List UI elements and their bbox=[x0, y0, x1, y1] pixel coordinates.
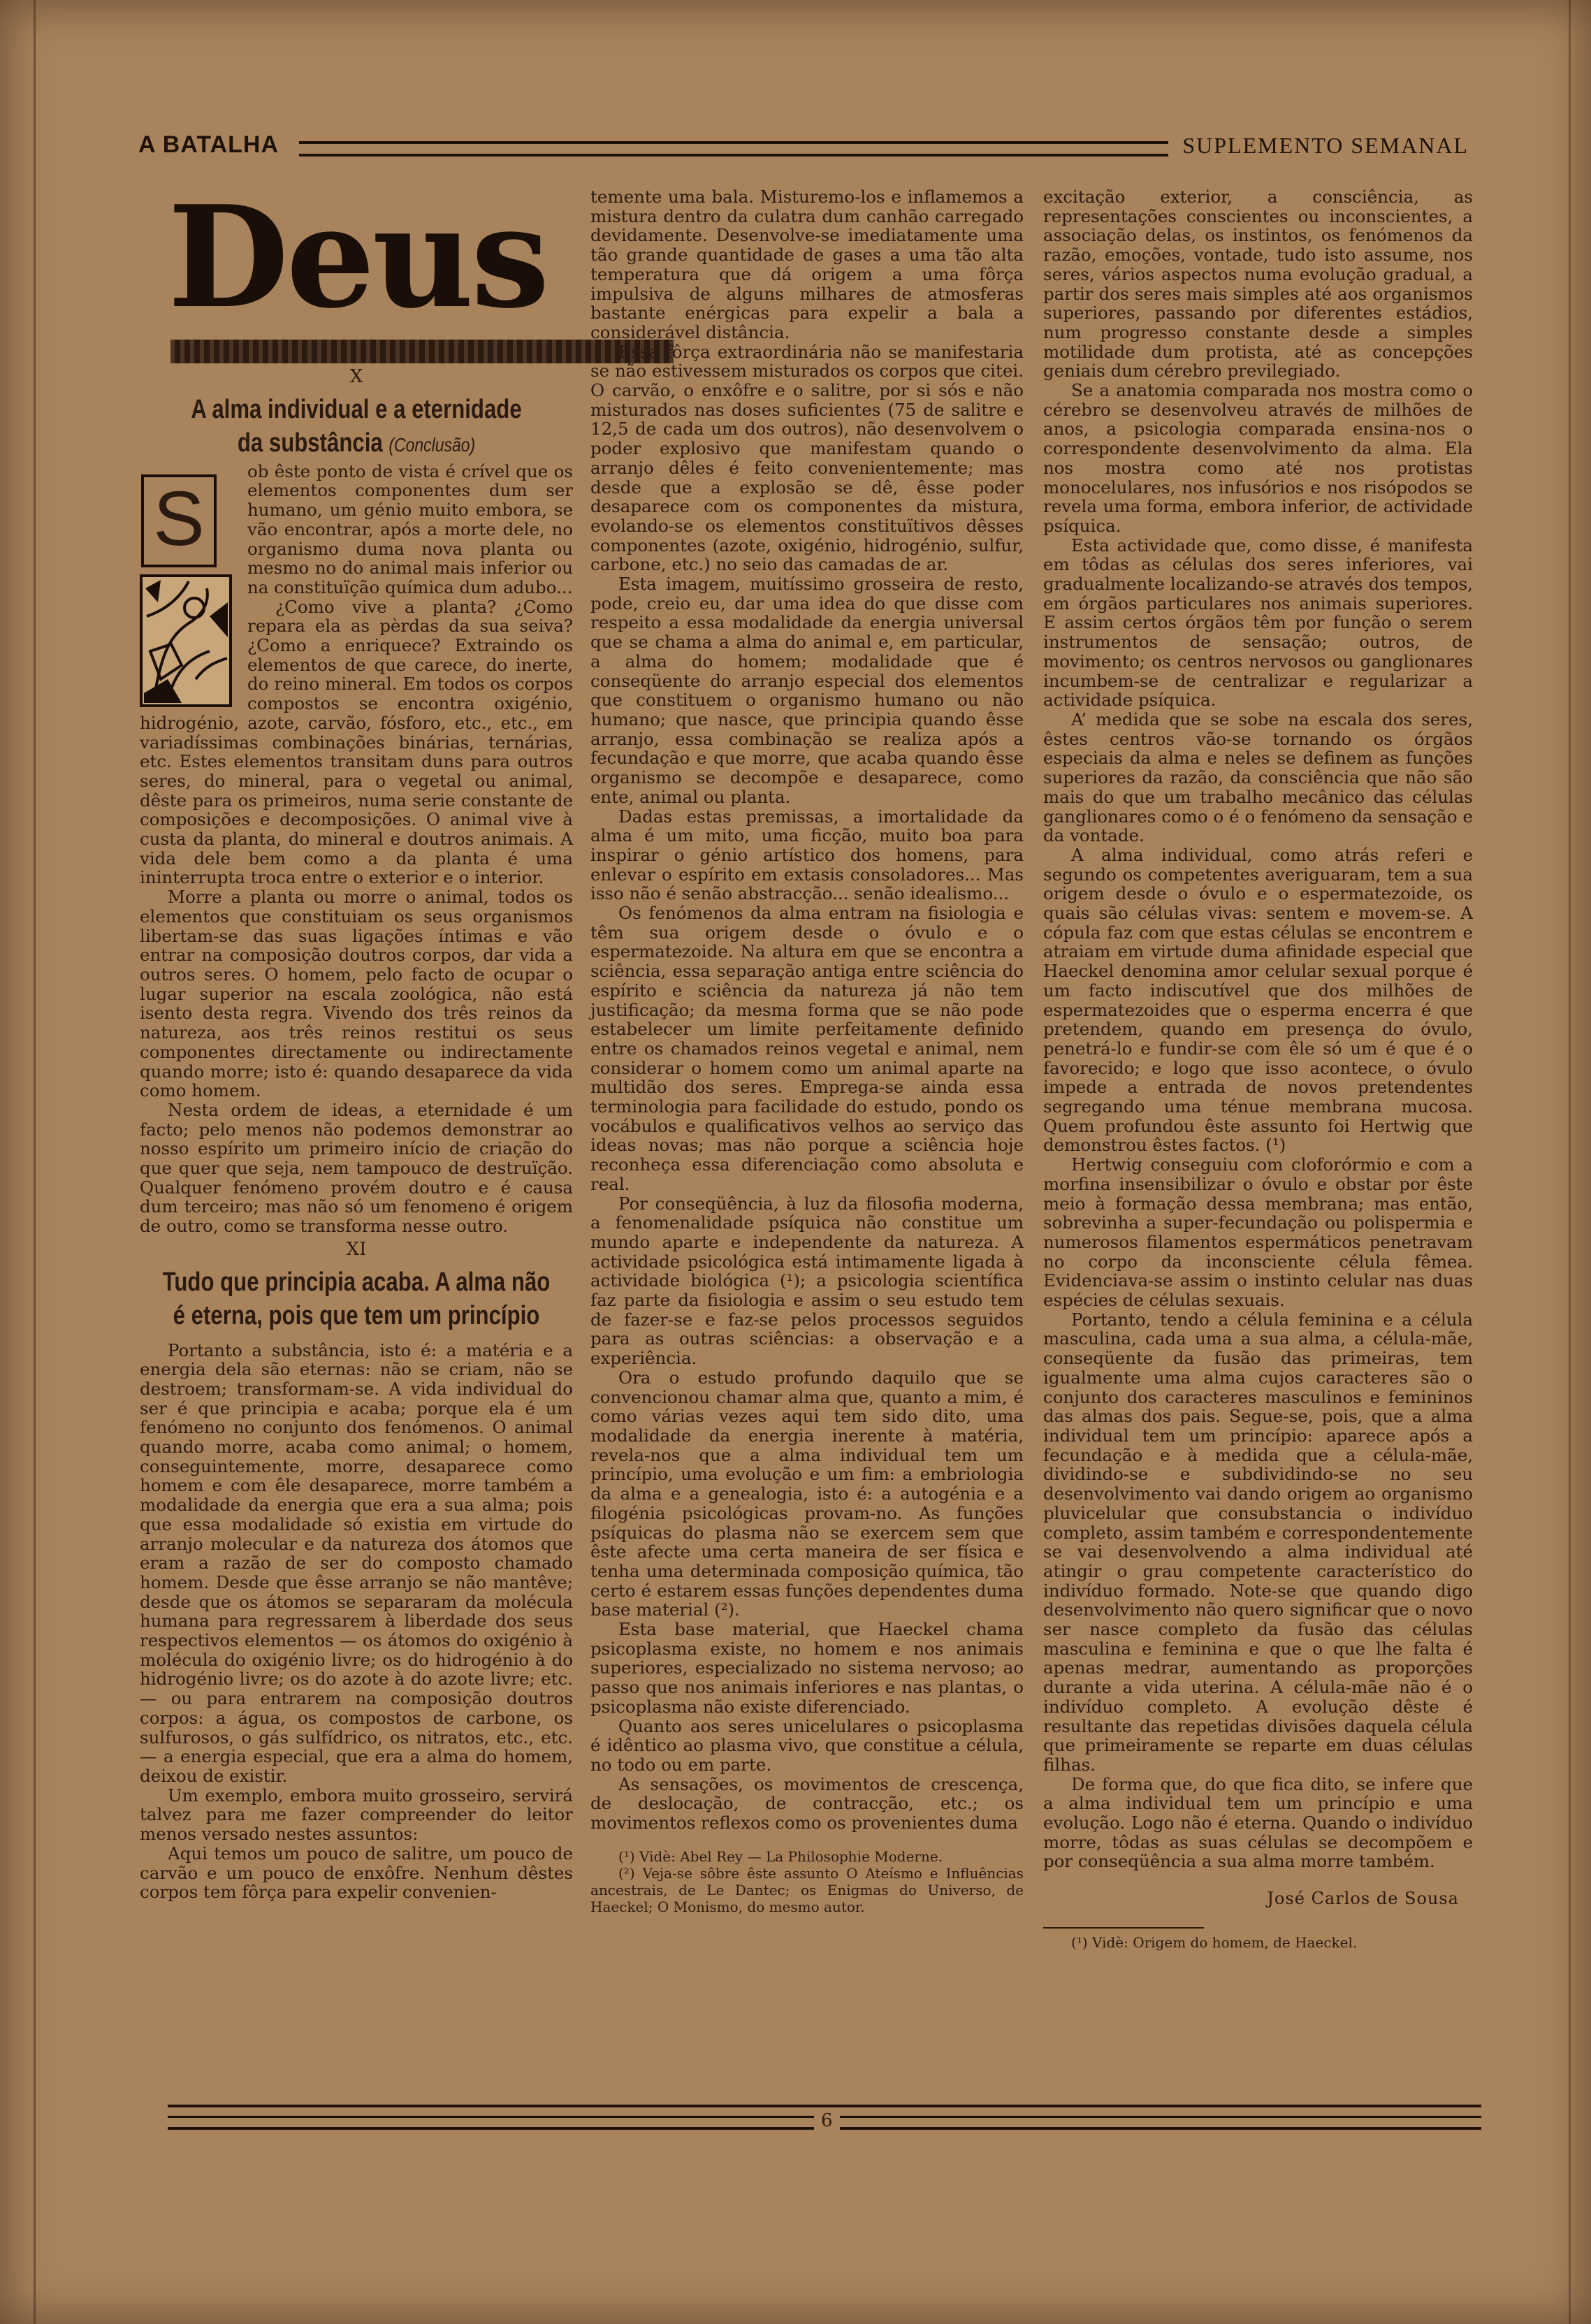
paragraph: Aqui temos um pouco de salitre, um pouco de carvão e um pouco de enxôfre. Nenhum dêstes corpos tem fôrça para expelir convenien- bbox=[140, 1843, 573, 1903]
footnote: (¹) Vidè: Abel Rey — La Philosophie Moderne. bbox=[618, 1847, 943, 1865]
footnote-rule bbox=[1043, 1927, 1204, 1929]
section-x-title-line2: da substância bbox=[237, 428, 383, 458]
newspaper-name: A BATALHA bbox=[138, 131, 279, 158]
column-2 bbox=[590, 187, 1024, 1915]
dropcap-block bbox=[140, 474, 238, 705]
footnotes bbox=[1043, 1934, 1473, 1951]
article-title: Deus bbox=[168, 175, 547, 340]
section-x-title-line1: A alma individual e a eternidade bbox=[191, 394, 522, 424]
paragraph: Morre a planta ou morre o animal, todos os elementos que constituiam os seus organismos libertam-se das suas ligações íntimas e vão entrar na composição doutros corpos, dar vida a outros seres. O homem, pelo facto de ocupar o lugar superior na escala zoológica, não está isento desta regra. Vivendo dos três reinos da natureza, aos três reinos restitui os seus componentes directamente ou indirectamente quando morre; isto é: quando desaparece da vida como homem. bbox=[140, 887, 573, 1101]
column-1 bbox=[140, 175, 573, 1903]
section-x-number: X bbox=[349, 366, 363, 387]
paragraph: Ora o estudo profundo daquilo que se convencionou chamar alma que, quanto a mim, é como várias vezes aqui tem sido dito, uma modalidade da energia inerente à matéria, revela-nos que a alma individual tem um princípio, uma evolução e um fim: a embriologia da alma e a genealogia, isto é: a autogénia e a filogénia psicológicas provam-no. As funções psíquicas do plasma não se exercem sem que êste afecte uma certa maneira de ser física e tenha uma determinada composição química, tão certo é estarem essas funções dependentes duma base material (²). bbox=[590, 1367, 1024, 1620]
paragraph: Esta actividade que, como disse, é manifesta em tôdas as células dos seres inferiores, vai gradualmente localizando-se através dos tempos, em órgãos particulares nos animais superiores. E assim certos órgãos têm por função o serem instrumentos de sensação; outros, de movimento; os centros nervosos ou ganglionares incumbem-se de centralizar e regularizar a actividade psíquica. bbox=[1043, 535, 1473, 711]
paragraph: Esta imagem, muitíssimo grosseira de resto, pode, creio eu, dar uma idea do que disse com respeito a essa modalidade da energia universal que se chama a alma do animal e, em particular, a alma do homem; modalidade que é conseqüente do arranjo especial dos elementos que constituem o organismo humano ou não humano; que nasce, que principia quando êsse arranjo, essa combinação se realiza após a fecundação e que morre, que acaba quando êsse organismo se decompõe e desaparece, como ente, animal ou planta. bbox=[590, 574, 1024, 807]
paragraph: Um exemplo, embora muito grosseiro, servirá talvez para me fazer compreender do leitor menos versado nestes assuntos: bbox=[140, 1785, 573, 1845]
paragraph: Quanto aos seres unicelulares o psicoplasma é idêntico ao plasma vivo, que constitue a célula, no todo ou em parte. bbox=[590, 1715, 1024, 1775]
footnotes bbox=[590, 1848, 1024, 1915]
footnote: (²) Veja-se sôbre êste assunto O Ateísmo e Influências ancestrais, de Le Dantec; os Enigmas do Universo, de Haeckel; O Monismo, do mesmo autor. bbox=[590, 1864, 1024, 1915]
supplement-label: SUPLEMENTO SEMANAL bbox=[1182, 133, 1469, 158]
paragraph: temente uma bala. Misturemo-los e inflamemos a mistura dentro da culatra dum canhão carregado devidamente. Desenvolve-se imediatamente uma tão grande quantidade de gases a uma tão alta temperatura que dá origem a uma fôrça impulsiva de alguns milhares de atmosferas bastante enérgicas para expelir a bala a considerável distância. bbox=[590, 187, 1024, 342]
paragraph: Esta base material, que Haeckel chama psicoplasma existe, no homem e nos animais superiores, especializado no sistema nervoso; ao passo que nos animais inferiores e nas plantas, o psicoplasma não existe diferenciado. bbox=[590, 1619, 1024, 1717]
paragraph: Portanto a substância, isto é: a matéria e a energia dela são eternas: não se criam, não se destroem; transformam-se. A vida individual do ser é que principia e acaba; porque ela é um fenómeno no conjunto dos fenómenos. O animal quando morre, acaba como animal; o homem, conseguintemente, morre, desaparece como homem e com êle desaparece, morre também a modalidade da energia que era a sua alma; pois que essa modalidade só existia em virtude do arranjo molecular e da natureza dos átomos que eram a razão de ser do composto chamado homem. Desde que êsse arranjo se não mantêve; desde que os átomos se separaram da molécula humana para regressarem à liberdade dos seus respectivos elementos — os átomos do oxigénio à molécula do oxigénio livre; os do hidrogénio à do hidrogénio livre; os do azote à do azote livre; etc. — ou para entrarem na composição doutros corpos: a água, os compostos de carbone, os sulfurosos, o gás sulfídrico, os nitratos, etc., etc. — a energia especial, que era a alma do homem, deixou de existir. bbox=[140, 1339, 573, 1786]
paper-fold-line-right bbox=[1569, 0, 1571, 2324]
paragraph: ob êste ponto de vista é crível que os elementos componentes dum ser humano, um génio muito embora, se vão encontrar, após a morte dele, no organismo duma nova planta ou mesmo no do animal mais inferior ou na constituïção química dum adubo... bbox=[247, 460, 573, 597]
column-3 bbox=[1043, 187, 1473, 1951]
paragraph: Se a anatomia comparada nos mostra como o cérebro se desenvolveu através de milhões de anos, a psicologia comparada ensina-nos o correspondente desenvolvimento da alma. Ela nos mostra como até nos protistas monocelulares, nos infusórios e nos risópodos se revela uma forma, embora inferior, de actividade psíquica. bbox=[1043, 380, 1473, 536]
section-xi-title bbox=[145, 1265, 569, 1332]
footer-rule-top bbox=[168, 2105, 1481, 2107]
dropcap-letter: S bbox=[141, 474, 217, 567]
section-xi-number: XI bbox=[346, 1238, 367, 1260]
paragraph: excitação exterior, a consciência, as representações conscientes ou inconscientes, a associação delas, os instintos, os fenómenos da razão, emoções, vontade, tudo isto assume, nos seres, vários aspectos numa evolução gradual, a partir dos seres mais simples até aos organismos superiores, passando por diferentes estádios, num progresso constante desde a simples motilidade dum protista, até as concepções geniais dum cérebro previlegiado. bbox=[1043, 187, 1473, 382]
paragraph: Nesta ordem de ideas, a eternidade é um facto; pelo menos não podemos demonstrar ao nosso espírito um primeiro início de criação do que quer que seja, nem tampouco de destruïção. Qualquer fenómeno provém doutro e é causa dum terceiro; mas não só um fenomeno é origem de outro, como se transforma nesse outro. bbox=[140, 1099, 573, 1237]
section-xi-title-line2: é eterna, pois que tem um princípio bbox=[173, 1300, 540, 1330]
paragraph: Hertwig conseguiu com cloforórmio e com a morfina insensibilizar o óvulo e obstar por êste meio à formação dessa membrana; mas então, sobrevinha a super-fecundação ou polispermia e numerosos filamentos espermáticos penetravam no corpo da inconsciente célula fêmea. Evidenciava-se assim o instinto celular nas duas espécies de células sexuais. bbox=[1043, 1154, 1473, 1311]
page-number: 6 bbox=[814, 2110, 840, 2131]
section-x-conclusion: (Conclusão) bbox=[388, 433, 476, 456]
paragraph: A alma individual, como atrás referi e segundo os competentes averiguaram, tem a sua origem desde o óvulo e o espermatezoide, os quais são células vivas: sentem e movem-se. A cópula faz com que estas células se encontrem e atraiam em virtude duma afinidade especial que Haeckel denomina amor celular sexual porque é um facto indiscutível que dos milhões de espermatezoides que o esperma encerra é que pretendem, quando em presença do óvulo, penetrá-lo e fundir-se com êle só um é que é o favorecido; e logo que isso acontece, o óvulo impede a entrada de novos pretendentes segregando uma ténue membrana mucosa. Quem profundou êste assunto foi Hertwig que demonstrou êstes factos. (¹) bbox=[1043, 844, 1473, 1156]
dropcap-illustration-icon bbox=[140, 574, 232, 707]
section-xi-title-line1: Tudo que principia acaba. A alma não bbox=[162, 1267, 551, 1297]
author-signature: José Carlos de Sousa bbox=[1267, 1889, 1459, 1909]
paragraph: De forma que, do que fica dito, se infere que a alma individual tem um princípio e uma evolução. Logo não é eterna. Quando o indivíduo morre, tôdas as suas células se decompõem e por conseqüência a sua alma morre também. bbox=[1043, 1773, 1473, 1872]
paragraph: Dadas estas premissas, a imortalidade da alma é um mito, uma ficção, muito boa para inspirar o génio artístico dos homens, para enlevar o espírito em extasis consoladores... Mas isso não é senão abstracção... senão idealismo... bbox=[590, 806, 1024, 904]
paragraph: Essa fôrça extraordinária não se manifestaria se não estivessem misturados os corpos que citei. O carvão, o enxôfre e o salitre, por si sós e não misturados nas doses suficientes (75 de salitre e 12,5 de cada um dos outros), não desenvolvem o poder explosivo que manifestam quando o arranjo dêles é feito convenientemente; mas desde que a explosão se dê, êsse poder desaparece com os componentes da mistura, evolando-se os elementos constituïtivos dêsses componentes (azote, oxigénio, hidrogénio, sulfur, carbone, etc.) no seio das camadas de ar. bbox=[590, 341, 1024, 575]
section-x-title bbox=[145, 393, 569, 462]
paragraph: As sensações, os movimentos de crescença, de deslocação, de contracção, etc.; os movimentos reflexos como os provenientes duma bbox=[590, 1773, 1024, 1833]
section-x-title-line2-wrap bbox=[145, 426, 569, 462]
paragraph: A’ medida que se sobe na escala dos seres, êstes centros vão-se tornando os órgãos especiais da alma e neles se definem as funções superiores da razão, da consciência que não são mais do que um trabalho mecânico das células ganglionares como o é o fenómeno da sensação e da vontade. bbox=[1043, 709, 1473, 846]
header-rule bbox=[299, 141, 1168, 157]
paper-fold-line bbox=[34, 0, 36, 2324]
paragraph: Por conseqüência, à luz da filosofia moderna, a fenomenalidade psíquica não constitue um mundo aparte e independente da natureza. A actividade psicológica está intimamente ligada à actividade biológica (¹); a psicologia scientífica faz parte da fisiologia e assim o seu estudo tem de fazer-se e faz-se pelos processos seguidos para as outras sciências: a observação e a experiência. bbox=[590, 1193, 1024, 1369]
paragraph: Portanto, tendo a célula feminina e a célula masculina, cada uma a sua alma, a célula-mãe, conseqüente da fusão das primeiras, tem igualmente uma alma cujos caracteres são o conjunto dos caracteres masculinos e femininos das almas dos pais. Segue-se, pois, que a alma individual tem um princípio: aparece após a fecundação e à medida que a célula-mãe, dividindo-se e subdividindo-se no seu desenvolvimento vai dando origem ao organismo pluvicelular que consubstancia o indivíduo completo, assim também e correspondentemente se vai desenvolvendo a alma individual até atingir o grau competente característico do indivíduo formado. Note-se que quando digo desenvolvimento não quero significar que o novo ser nasce completo da fusão das células masculina e feminina e que o que lhe falta é apenas medrar, aumentando as proporções durante a vida uterina. A célula-mãe não é o indivíduo completo. A evolução dêste é resultante das repetidas divisões daquela célula que primeiramente se reparte em duas células filhas. bbox=[1043, 1309, 1473, 1775]
footnote: (¹) Vidè: Origem do homem, de Haeckel. bbox=[1071, 1933, 1358, 1951]
paragraph: ¿Como vive a planta? ¿Como repara ela as pèrdas da sua seiva? ¿Como a enriquece? Extraindo os elementos de que carece, do inerte, do reino mineral. Em todos os corpos compostos se encontra oxigénio, hidrogénio, azote, carvão, fósforo, etc., etc., em variadíssimas combinações binárias, ternárias, etc. Estes elementos transitam duns para outros seres, do mineral, para o vegetal ou animal, dêste para os primeiros, numa serie constante de composições e decomposições. O animal vive à custa da planta, do mineral e doutros animais. A vida dele bem como a da planta é uma ininterrupta troca entre o exterior e o interior. bbox=[140, 596, 573, 888]
paragraph: Os fenómenos da alma entram na fisiologia e têm sua origem desde o óvulo e o espermatezoide. Na altura em que se encontra a sciência, essa separação antiga entre sciência do espírito e sciência da natureza já não tem justificação; da mesma forma que se não pode estabelecer um limite perfeitamente definido entre os chamados reinos vegetal e animal, nem considerar o homem como um animal aparte na multidão dos seres. Emprega-se ainda essa terminologia para facilidade do estudo, pondo os vocábulos e qualificativos velhos ao serviço das ideas novas; mas não porque a sciência hoje reconheça essa diferenciação como absoluta e real. bbox=[590, 903, 1024, 1194]
